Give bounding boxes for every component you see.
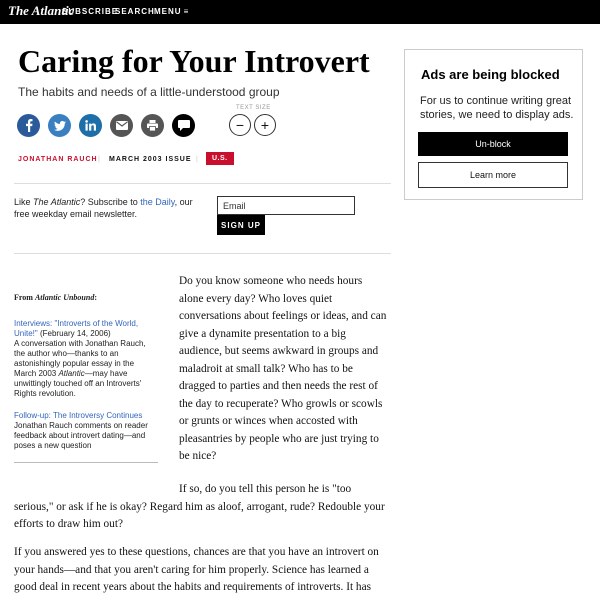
- byline-divider: |: [196, 156, 199, 163]
- linkedin-share-button[interactable]: [79, 114, 102, 137]
- text-size-increase-button[interactable]: +: [254, 114, 276, 136]
- aside-item-desc-em: Atlantic: [58, 369, 85, 378]
- aside-item-desc: Jonathan Rauch comments on reader feedback about introvert dating—and poses a new question: [14, 421, 148, 450]
- author-link[interactable]: JONATHAN RAUCH: [18, 156, 98, 163]
- facebook-share-button[interactable]: [17, 114, 40, 137]
- hamburger-icon: ≡: [183, 7, 190, 16]
- newsletter-email-input[interactable]: [217, 196, 355, 215]
- newsletter-text-part: Like: [14, 197, 34, 207]
- linkedin-icon: [85, 120, 96, 131]
- newsletter-text-part: , our free weekday email newsletter.: [14, 197, 193, 219]
- article-paragraph: If you answered yes to these questions, chances are that you have an introvert on your hands—and that you aren't caring for him properly. Science has learned a good deal in recent years about the habits and requirements of introverts. It has: [14, 546, 379, 593]
- aside-heading-part: From: [14, 293, 35, 302]
- byline-divider: |: [98, 156, 101, 163]
- issue-link[interactable]: MARCH 2003 ISSUE: [109, 156, 192, 163]
- twitter-icon: [54, 121, 66, 131]
- introverts-unite-link[interactable]: Interviews: "Introverts of the World, Unite!": [14, 319, 139, 338]
- menu-button[interactable]: [154, 7, 189, 17]
- article-headline: Caring for Your Introvert: [18, 43, 370, 79]
- aside-item: [14, 411, 158, 451]
- aside-item-desc: —may have unwittingly touched off an Introverts' Rights revolution.: [14, 369, 142, 398]
- twitter-share-button[interactable]: [48, 114, 71, 137]
- text-size-decrease-button[interactable]: −: [229, 114, 251, 136]
- aside-item: [14, 319, 158, 399]
- top-navbar: [0, 0, 600, 24]
- aside-item-desc: A conversation with Jonathan Rauch, the author who—thanks to an astonishingly popular essay in the March 2003: [14, 339, 146, 378]
- sign-up-button[interactable]: SIGN UP: [217, 215, 265, 235]
- print-button[interactable]: [141, 114, 164, 137]
- comments-button[interactable]: [172, 114, 195, 137]
- publication-name: The Atlantic: [33, 197, 81, 207]
- newsletter-text-part: ? Subscribe to: [80, 197, 141, 207]
- adblock-message: For us to continue writing great stories, we need to display ads.: [420, 95, 574, 121]
- search-link[interactable]: SEARCH: [115, 7, 155, 16]
- atlantic-logo[interactable]: The Atlantic: [8, 3, 75, 18]
- comment-icon: [178, 120, 190, 131]
- divider: [14, 253, 391, 254]
- adblock-title: Ads are being blocked: [421, 67, 560, 82]
- article-paragraph: Do you know someone who needs hours alone every day? Who loves quiet conversations about feelings or ideas, and can give a dynamite presentation to a big audience, but seems awkward in groups and maladroit at small talk? Who has to be dragged to parties and then needs the rest of the day to recuperate? Who growls or scowls or grunts or winces when accosted with pleasantries by people who are just trying to be nice?: [179, 275, 387, 462]
- daily-newsletter-link[interactable]: the Daily: [140, 197, 175, 207]
- text-size-label: TEXT SIZE: [236, 105, 271, 111]
- subscribe-link[interactable]: SUBSCRIBE: [62, 7, 119, 16]
- learn-more-button[interactable]: Learn more: [418, 162, 568, 188]
- aside-heading: [14, 293, 158, 303]
- adblock-notice: [404, 49, 583, 200]
- related-links-aside: [14, 293, 158, 463]
- article-dek: The habits and needs of a little-understood group: [18, 85, 280, 99]
- print-icon: [147, 120, 158, 131]
- section-tag[interactable]: U.S.: [206, 152, 234, 165]
- unblock-button[interactable]: Un-block: [418, 132, 568, 156]
- menu-label: MENU: [154, 7, 182, 16]
- aside-heading-part: :: [94, 293, 97, 302]
- aside-divider: [14, 462, 158, 463]
- article-paragraph: If so, do you tell this person he is "too serious," or ask if he is okay? Regard him as aloof, arrogant, rude? Redouble your efforts to draw him out?: [14, 483, 385, 530]
- divider: [14, 183, 391, 184]
- newsletter-promo: [14, 196, 209, 220]
- facebook-icon: [25, 119, 33, 132]
- aside-item-date: (February 14, 2006): [37, 329, 111, 338]
- introversy-continues-link[interactable]: Follow-up: The Introversy Continues: [14, 411, 143, 420]
- email-icon: [116, 121, 128, 130]
- aside-heading-source: Atlantic Unbound: [34, 293, 95, 302]
- email-share-button[interactable]: [110, 114, 133, 137]
